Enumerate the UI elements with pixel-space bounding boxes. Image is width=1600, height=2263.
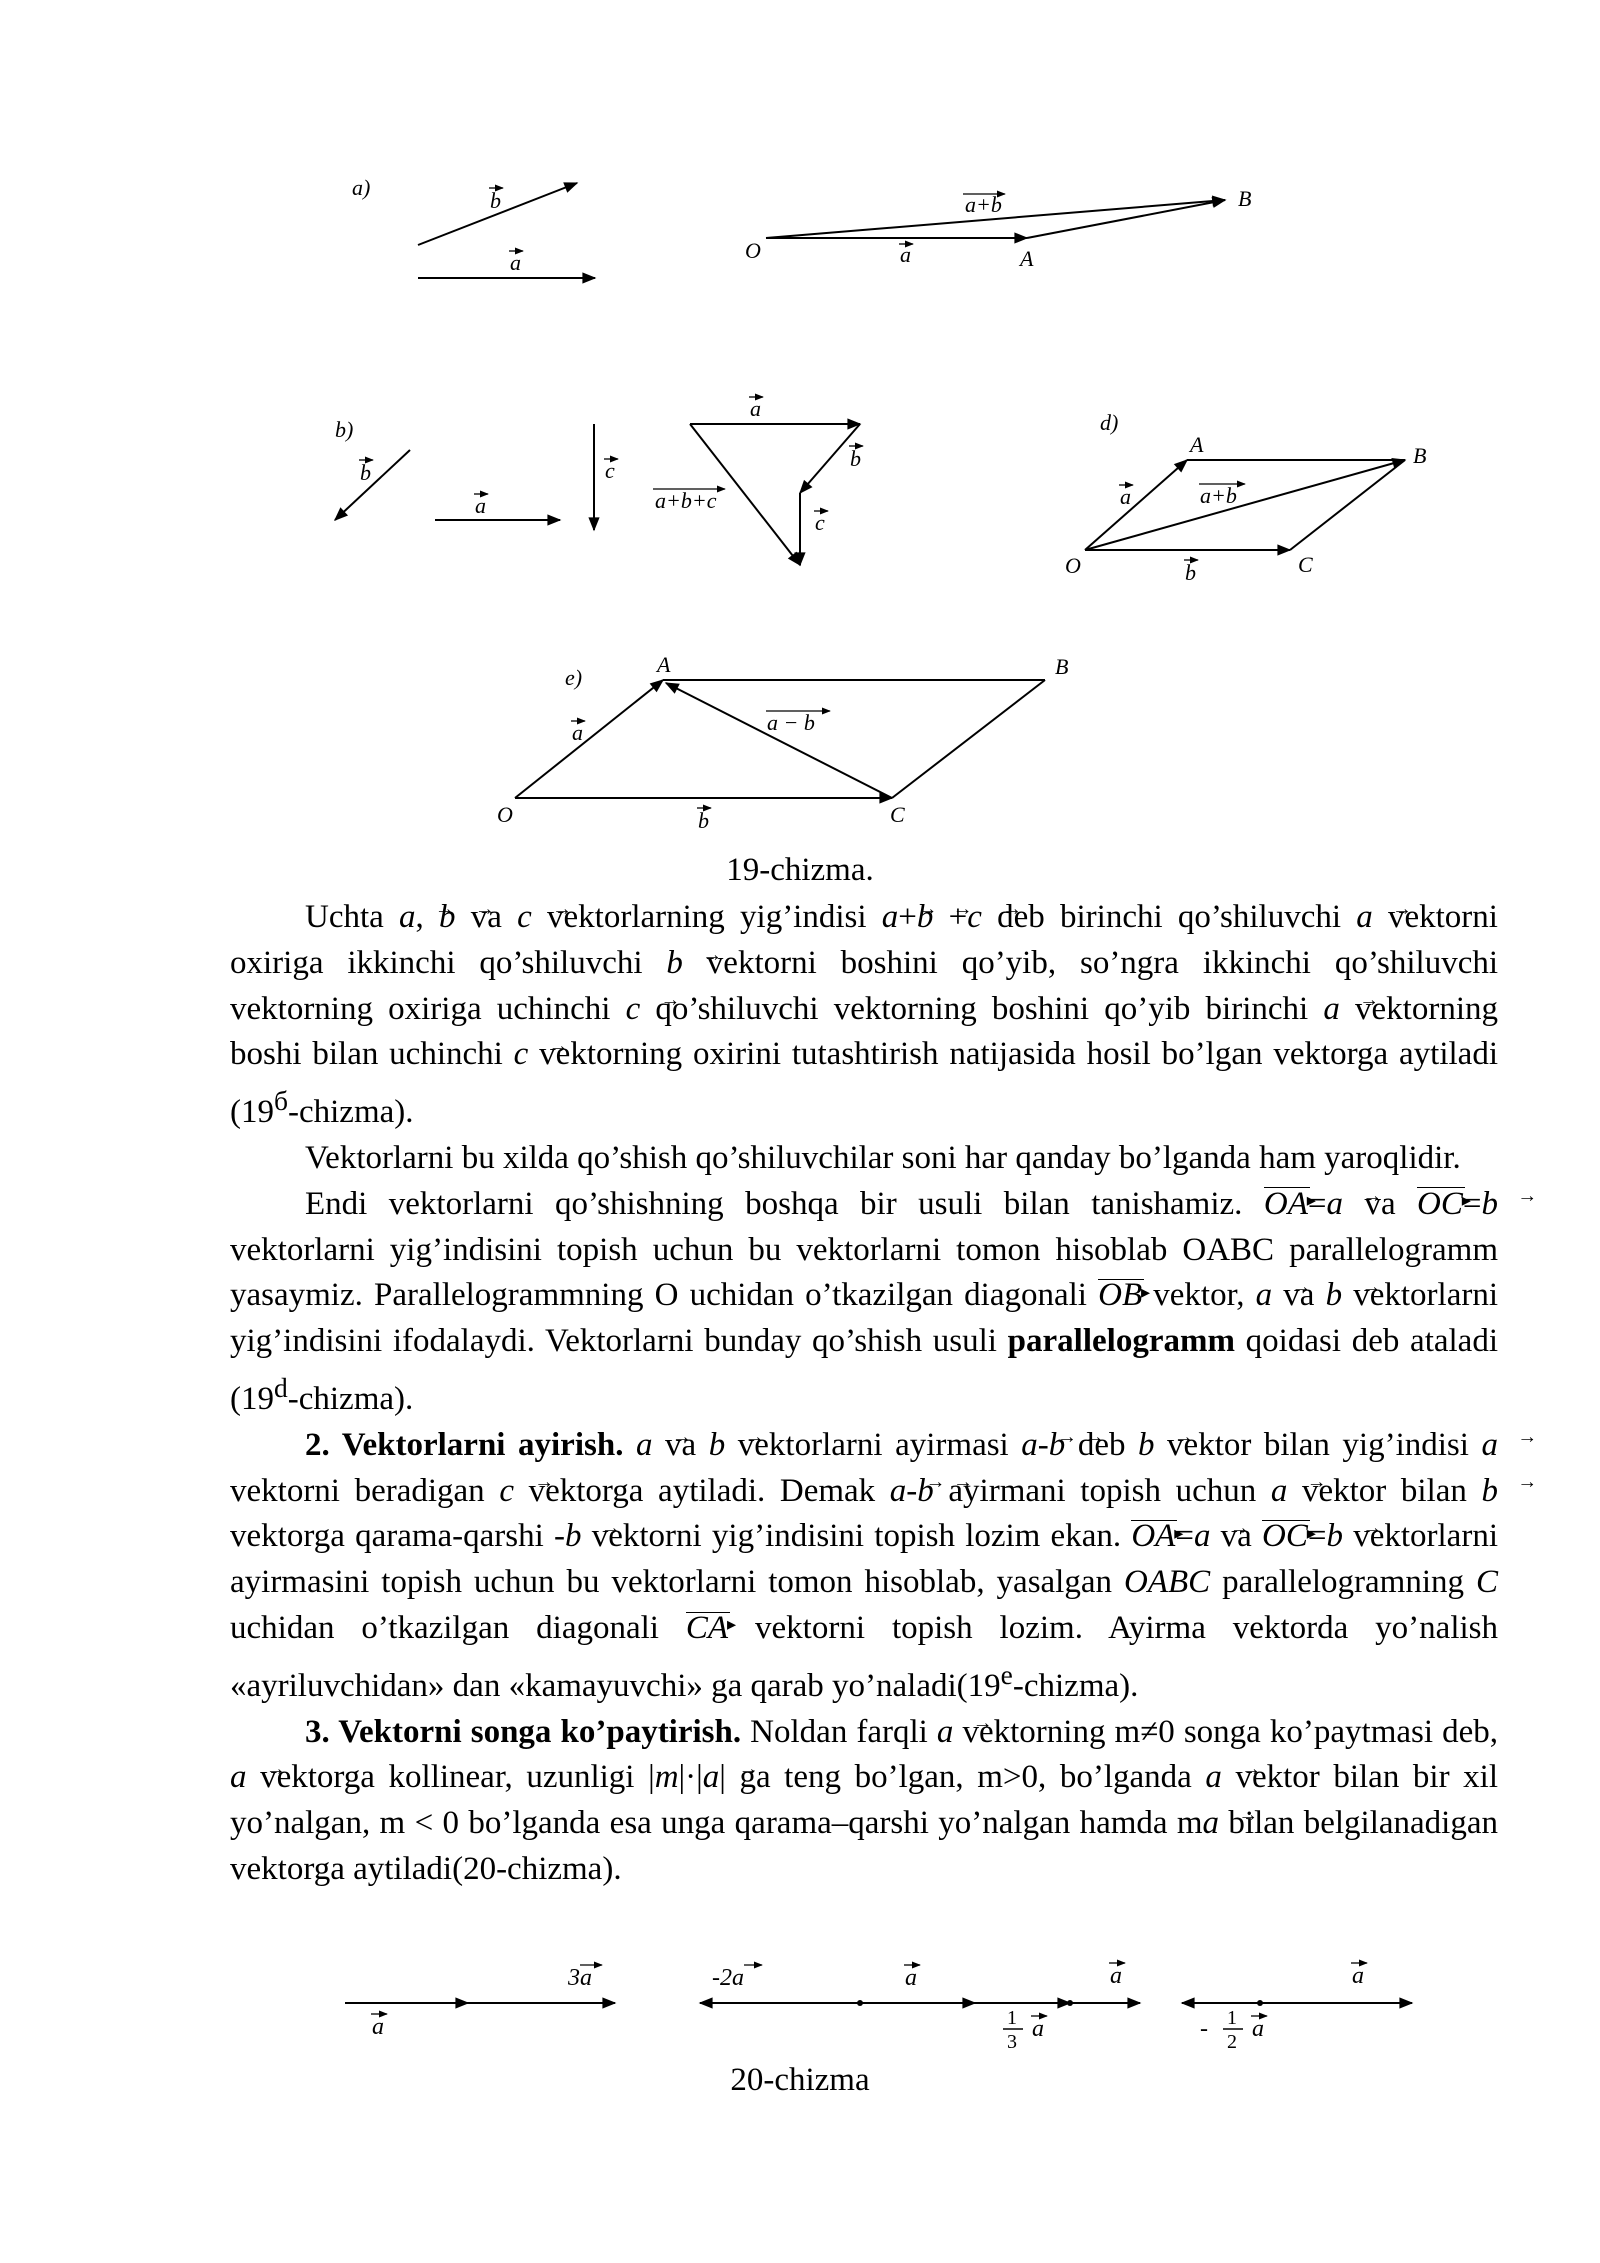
fig19e-label-O: O [497,802,513,827]
fig19e-label-A: A [657,652,671,677]
fig20-frac-vec: a [1032,2016,1044,2042]
fig19d-label-B: B [1413,443,1427,468]
vec-OB: OB ▸ [1098,1277,1142,1313]
fig20-frac-den: 2 [1227,2031,1237,2053]
fig19e-CB [892,680,1045,798]
fig19a-label-OA: a [900,242,911,267]
vec-a: → a [1256,1277,1273,1313]
fig19b-label-c: c [605,458,615,483]
section-heading: 2. Vektorlarni ayirish. [305,1426,624,1463]
paragraph-scalar-multiplication: 3. Vektorni songa ko’paytirish. Noldan farqli → a vektorning m≠0 songa ko’paytmasi deb, → a vektorga kollinear, uzunligi |m|·|→ a| ga teng bo’lgan, m>0, bo’lganda → a vektor bilan bir xil yo’nalgan, m < 0 bo’lganda esa unga qarama–qarshi yo’nalgan hamda m→ a bilan belgilanadigan vektorga aytiladi(20-chizma). [230,1710,1498,1893]
fig19b-label-side-b: b [850,446,861,471]
fig19e-label-OC: b [698,808,709,833]
vec-a: → a [1327,1186,1344,1222]
fig19d-label-OC: b [1185,560,1196,585]
fig19b-label-b: b [360,460,371,485]
fig19d-CB [1290,460,1405,550]
vec-c: → c [517,899,532,935]
fig19e-label-OA: a [572,720,583,745]
fig20-dot [857,2000,863,2006]
vec-b: → b [666,945,683,981]
fig20-label-3a: 3a [568,1965,592,1991]
fig20-frac-den: 3 [1007,2031,1017,2053]
vec-a: → a [1323,991,1340,1027]
fig19a-panel-label: a) [352,175,371,200]
fig19b-label-side-c: c [815,510,825,535]
body-text [230,895,1498,1893]
vec-OA: OA ▸ [1264,1186,1308,1222]
vec-c: → c [626,991,641,1027]
figure-20-caption: 20-chizma [730,2062,870,2098]
fig19d-OB [1085,460,1405,550]
paragraph-validity: Vektorlarni bu xilda qo’shish qo’shiluvchilar soni har qanday bo’lganda ham yaroqlidir. [305,1139,1461,1176]
fig19b-label-a: a [475,493,486,518]
vec-b: → b [439,899,456,935]
fig19a-AB [1027,200,1225,238]
fig19e-label-diff: a − b [767,710,815,735]
fig19e-label-C: C [890,802,905,827]
fig19d-label-OA: a [1120,484,1131,509]
fig19b-panel-label: b) [335,417,354,442]
fig19e-panel-label: e) [565,665,583,690]
vec-b: → b [917,899,934,935]
fig20-label-a2: a [905,1965,917,1991]
fig20-label-minus2a: -2a [712,1965,744,1991]
fig19a-label-O: O [745,238,761,263]
fig20-minus: - [1200,2016,1208,2042]
fig20-label-a4: a [1352,1963,1364,1989]
fig19d-label-C: C [1298,552,1313,577]
vec-b: → b [1482,1186,1499,1222]
section-heading: 3. Vektorni songa ko’paytirish. [305,1713,742,1750]
fig19a-label-A: A [1020,246,1034,271]
fig19b-label-top-a: a [750,396,761,421]
fig20-frac-vec: a [1252,2016,1264,2042]
vec-b: → b [1326,1277,1343,1313]
vec-a: → a [882,899,899,935]
fig19d-label-O: O [1065,553,1081,578]
fig20-dot [1067,2000,1073,2006]
fig19e-CA [666,683,892,798]
fig20-frac-num: 1 [1007,2007,1017,2029]
fig19a-label-b: b [490,188,501,213]
fig20-label-a: a [372,2014,384,2040]
paragraph-vector-sum-three: Uchta → a, → b va → c vektorlarning yig’indisi → a+→ b +→ c deb birinchi qo’shiluvchi → a vektorni oxiriga ikkinchi qo’shiluvchi → b vektorni boshini qo’yib, so’ngra ikkinchi qo’shiluvchi vektorning oxiriga uchinchi → c qo’shiluvchi vektorning boshini qo’yib birinchi → a vektorning boshi bilan uchinchi → c vektorning oxirini tutashtirish natijasida hosil bo’lgan vektorga aytiladi $(19^б-chizma)$. [230,895,1498,1136]
vec-c: → c [514,1036,529,1072]
fig20-frac-num: 1 [1227,2007,1237,2029]
fig19b-label-sum: a+b+c [655,488,717,513]
figure-19 [0,0,1600,880]
paragraph-vector-subtraction: 2. Vektorlarni ayirish. → a va → b vektorlarni ayirmasi → a-→ b deb → b vektor bilan yig’indisi → a vektorni beradigan → c vektorga aytiladi. Demak → a-→ b ayirmani topish uchun → a vektor bilan → b vektorga qarama-qarshi -→ b vektorni yig’indisini topish lozim ekan. OA ▸=→ a va OC ▸=→ b vektorlarni ayirmasini topish uchun bu vektorlarni tomon hisoblab, yasalgan OABC parallelogramning C uchidan o’tkazilgan diagonali CA ▸ vektorni topish lozim. Ayirma vektorda yo’nalish «ayriluvchidan» dan «kamayuvchi» ga qarab yo’naladi(19e-chizma). [230,1423,1498,1710]
fig19d-label-A: A [1190,432,1204,457]
fig19e-label-B: B [1055,654,1069,679]
fig19d-label-diag: a+b [1200,483,1237,508]
fig19a-label-a: a [510,250,521,275]
paragraph-parallelogram-rule: Endi vektorlarni qo’shishning boshqa bir usuli bilan tanishamiz. OA ▸=→ a va OC ▸=→ b vektorlarni yig’indisini topish uchun bu vektorlarni tomon hisoblab OABC parallelogramm yasaymiz. Parallelogrammning O uchidan o’tkazilgan diagonali OB ▸ vektor, → a va → b vektorlarni yig’indisini ifodalaydi. Vektorlarni bunday qo’shish usuli parallelogramm qoidasi deb ataladi (19$^d$-chizma). [230,1182,1498,1423]
vec-a: → a [399,899,416,935]
fig20-label-a3: a [1110,1963,1122,1989]
fig19d-panel-label: d) [1100,410,1119,435]
bold-term: parallelogramm [1007,1323,1235,1360]
vec-a: → a [1356,899,1373,935]
fig19e-OA [515,680,663,798]
fig19a-label-B: B [1238,186,1252,211]
fig19a-label-sum: a+b [965,192,1002,217]
fig20-dot [1257,2000,1263,2006]
vec-c: → c [967,899,982,935]
vec-OC: OC ▸ [1417,1186,1463,1222]
figure-19-caption: 19-chizma. [726,852,874,888]
